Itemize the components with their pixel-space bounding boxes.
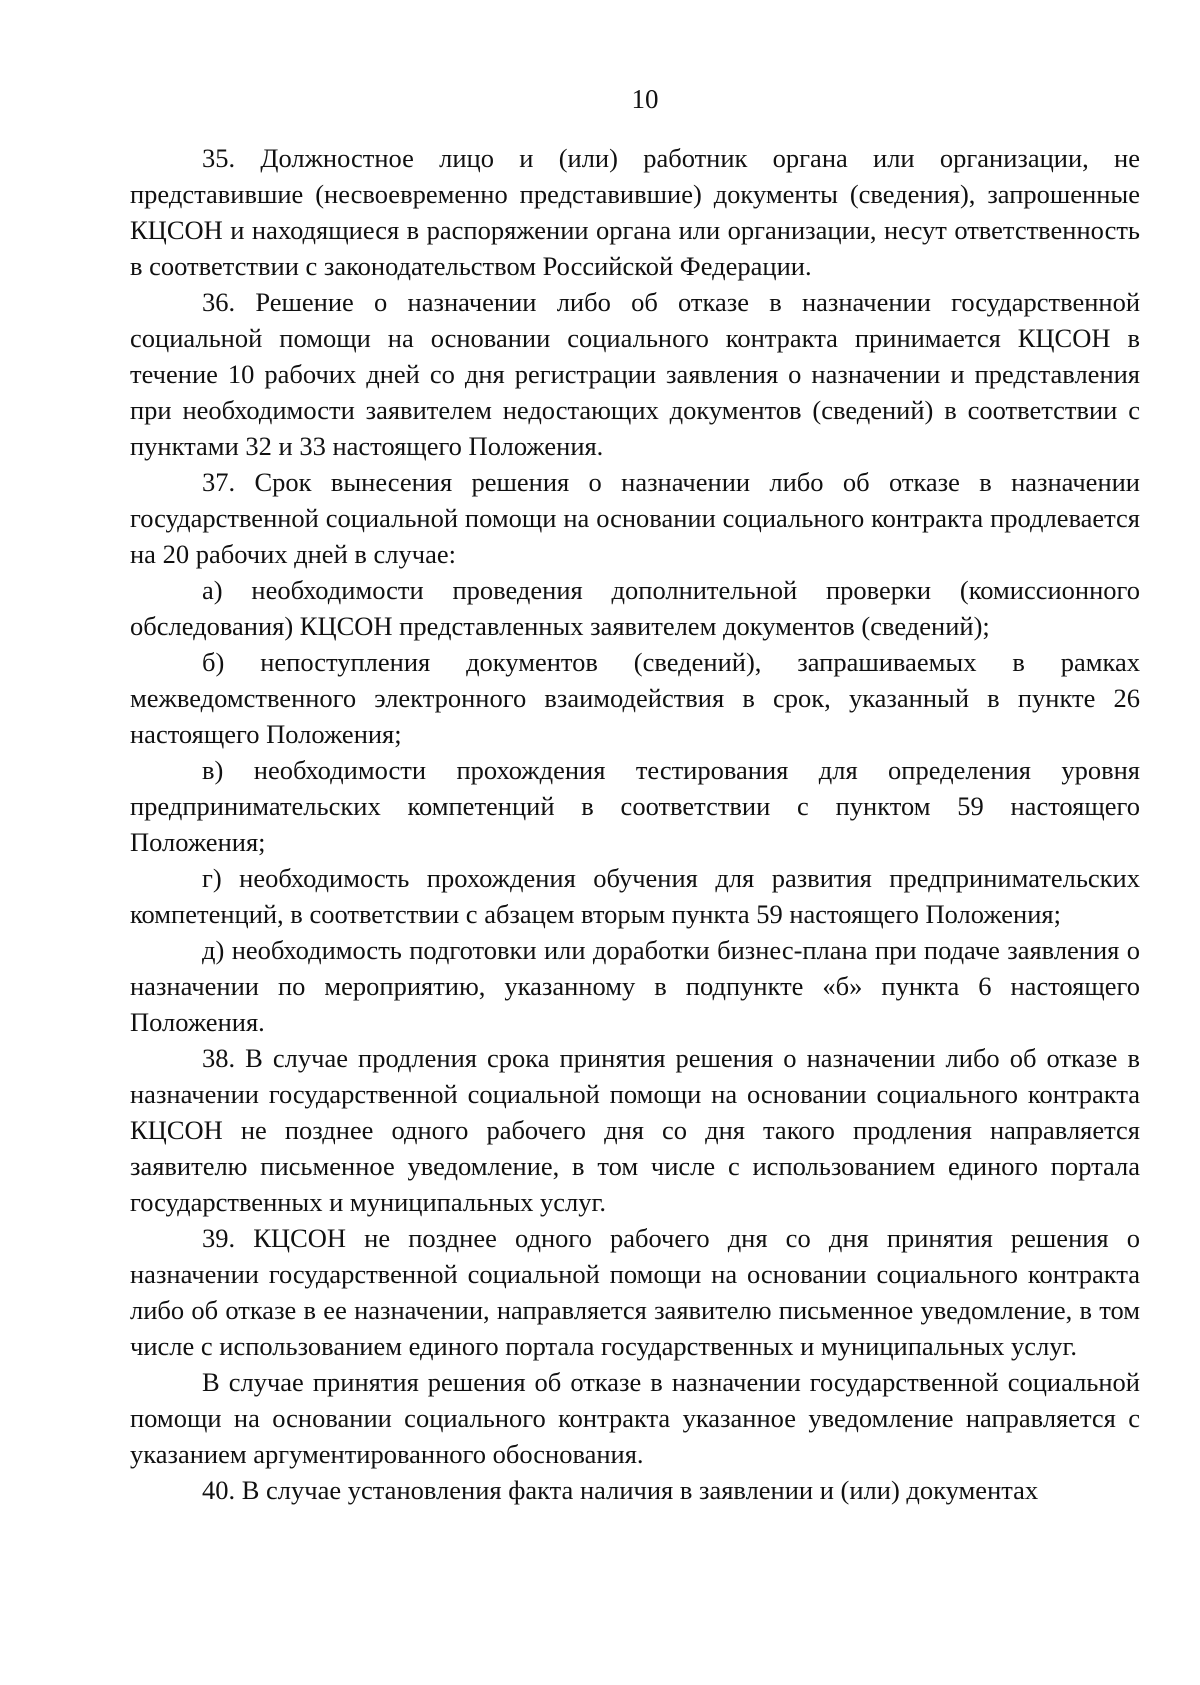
paragraph-39: 39. КЦСОН не позднее одного рабочего дня со дня принятия решения о назначении государственной социальной помощи на основании социального контракта либо об отказе в ее назначении, направляется заявителю письменное уведомление, в том числе с использованием единого портала государственных и муниципальных услуг. [130,1223,1140,1361]
paragraph-37: 37. Срок вынесения решения о назначении либо об отказе в назначении государственной социальной помощи на основании социального контракта продлевается на 20 рабочих дней в случае: [130,467,1140,569]
paragraph-35: 35. Должностное лицо и (или) работник органа или организации, не представившие (несвоевременно представившие) документы (сведения), запрошенные КЦСОН и находящиеся в распоряжении органа или организации, несут ответственность в соответствии с законодательством Российской Федерации. [130,143,1140,281]
paragraph-37-v: в) необходимости прохождения тестирования для определения уровня предпринимательских компетенций в соответствии с пунктом 59 настоящего Положения; [130,755,1140,857]
paragraph-36: 36. Решение о назначении либо об отказе в назначении государственной социальной помощи на основании социального контракта принимается КЦСОН в течение 10 рабочих дней со дня регистрации заявления о назначении и представления при необходимости заявителем недостающих документов (сведений) в соответствии с пунктами 32 и 33 настоящего Положения. [130,287,1140,461]
paragraph-37-g: г) необходимость прохождения обучения для развития предпринимательских компетенций, в соответствии с абзацем вторым пункта 59 настоящего Положения; [130,863,1140,929]
paragraph-37-a: а) необходимости проведения дополнительной проверки (комиссионного обследования) КЦСОН представленных заявителем документов (сведений); [130,575,1140,641]
paragraph-40: 40. В случае установления факта наличия в заявлении и (или) документах [202,1475,1039,1505]
document-body [130,140,1140,1508]
page-number: 10 [631,84,659,114]
paragraph-37-d: д) необходимость подготовки или доработки бизнес-плана при подаче заявления о назначении по мероприятию, указанному в подпункте «б» пункта 6 настоящего Положения. [130,935,1140,1037]
paragraph-39-refusal: В случае принятия решения об отказе в назначении государственной социальной помощи на основании социального контракта указанное уведомление направляется с указанием аргументированного обоснования. [130,1367,1140,1469]
paragraph-38: 38. В случае продления срока принятия решения о назначении либо об отказе в назначении государственной социальной помощи на основании социального контракта КЦСОН не позднее одного рабочего дня со дня такого продления направляется заявителю письменное уведомление, в том числе с использованием единого портала государственных и муниципальных услуг. [130,1043,1140,1217]
paragraph-37-b: б) непоступления документов (сведений), запрашиваемых в рамках межведомственного электронного взаимодействия в срок, указанный в пункте 26 настоящего Положения; [130,647,1140,749]
